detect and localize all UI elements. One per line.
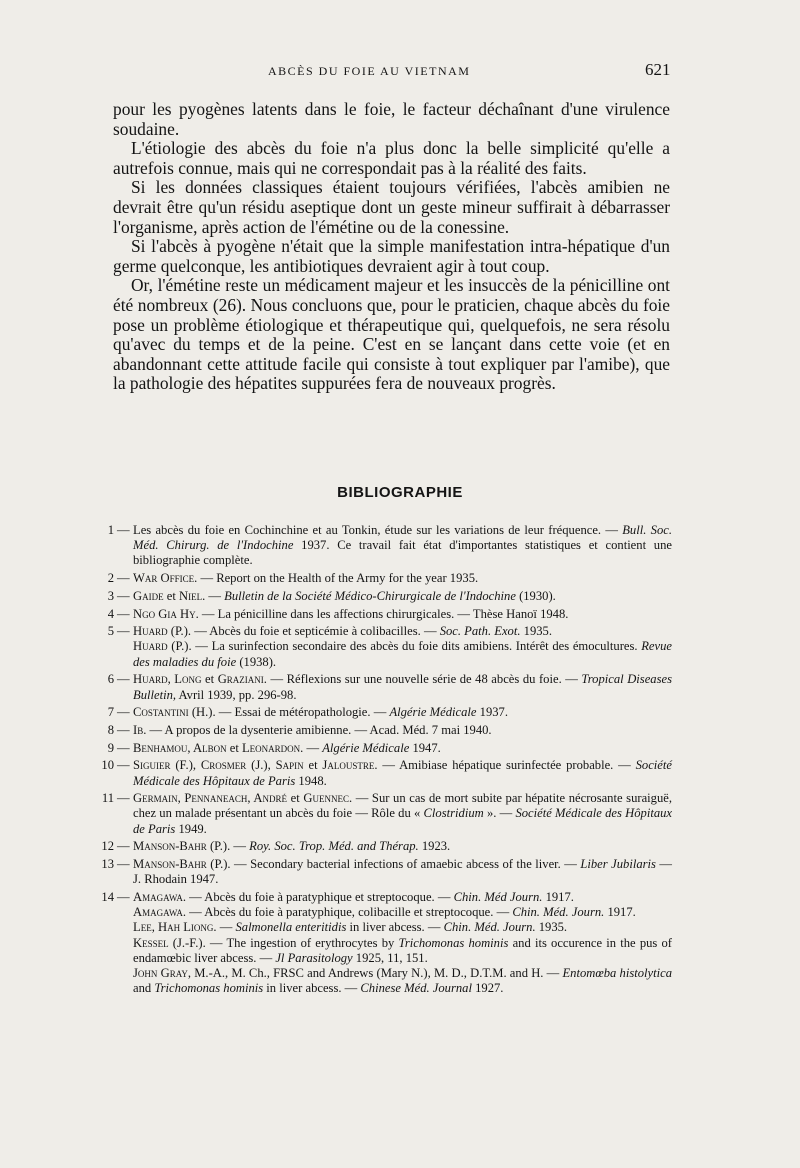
reference-dash: — [117, 839, 130, 854]
bibliography-list [96, 523, 672, 999]
reference-dash: — [117, 740, 130, 755]
ref-author: Huard [133, 624, 168, 639]
ref-text: Les abcès du foie en Cochinchine et au Tonkin, étude sur les variations de leur fréquence. — [133, 523, 623, 537]
ref-text: et [226, 740, 242, 755]
reference-entry [133, 905, 672, 920]
ref-author: Leonardon. [241, 740, 304, 755]
ref-author: Graziani. [217, 672, 267, 687]
ref-text: ». — [483, 806, 516, 821]
ref-author: Crosmer [200, 758, 247, 773]
ref-text: 1949. [175, 821, 207, 836]
body-text [113, 100, 670, 394]
ref-text: — Report on the Health of the Army for the year 1935. [197, 571, 479, 586]
ref-text: — Abcès du foie à paratyphique, colibacille et streptocoque. — [186, 905, 513, 920]
reference-dash: — [117, 624, 130, 639]
reference-dash: — [117, 758, 130, 773]
ref-text: 1923. [418, 839, 451, 854]
ref-text: 1927. [471, 981, 504, 996]
ref-text: — Sur un cas de mort subite par hépatite nécrosante suraiguë, chez un malade présentant un abcès du foie — Rôle du « [133, 791, 672, 821]
reference-dash: — [117, 571, 130, 586]
reference-number: 7 [107, 705, 114, 720]
reference-2 [96, 571, 672, 586]
reference-9 [96, 741, 672, 756]
running-head: ABCÈS DU FOIE AU VIETNAM [268, 64, 471, 78]
reference-dash: — [117, 791, 130, 806]
reference-dash: — [117, 857, 130, 872]
ref-text: (F.), [170, 758, 201, 773]
reference-number: 1 [107, 523, 114, 537]
ref-author: Huard [133, 639, 168, 654]
reference-dash: — [117, 705, 130, 720]
ref-text: et [287, 791, 304, 806]
ref-text: (P.). — Secondary bacterial infections of amaebic abcess of the liver. — [206, 857, 581, 872]
ref-journal: Algérie Médicale [389, 705, 477, 720]
reference-number: 10 [101, 758, 114, 773]
reference-11 [96, 791, 672, 837]
reference-number: 11 [101, 791, 114, 806]
ref-author: Manson-Bahr [133, 839, 207, 854]
ref-species: Clostridium [423, 806, 484, 821]
ref-text: — Réflexions sur une nouvelle série de 48 abcès du foie. — [266, 672, 582, 687]
ref-author: Ngo Gia Hy. [133, 606, 199, 621]
reference-10 [96, 758, 672, 788]
ref-text: et [163, 588, 179, 603]
ref-text: — [216, 920, 236, 935]
ref-text: — A propos de la dysenterie amibienne. — Acad. Méd. 7 mai 1940. [146, 722, 492, 737]
reference-entry [133, 624, 672, 639]
reference-number: 14 [101, 889, 114, 904]
ref-journal: Bulletin de la Société Médico-Chirurgicale de l'Indochine [224, 588, 516, 603]
ref-journal: Revue des maladies du foie [133, 639, 672, 669]
ref-author: Lee, Hah Liong. [133, 920, 217, 935]
reference-dash: — [117, 606, 130, 621]
ref-species: Trichomonas hominis [154, 981, 264, 996]
ref-text: 1937. Ce travail fait état d'importantes statistiques et contient une bibliographie complète. [133, 538, 672, 568]
ref-journal: Chinese Méd. Journal [360, 981, 472, 996]
ref-text: 1937. [476, 705, 508, 720]
ref-author: Niel. [178, 588, 206, 603]
reference-3 [96, 589, 672, 604]
reference-dash: — [117, 523, 130, 537]
ref-text: (H.). — Essai de météropathologie. — [188, 705, 390, 720]
ref-text: (1938). [236, 654, 277, 669]
reference-number: 12 [101, 839, 114, 854]
ref-text: — Amibiase hépatique surinfectée probable. — [377, 758, 636, 773]
reference-1 [96, 523, 672, 569]
ref-species: Salmonella enteritidis [235, 920, 347, 935]
ref-text: M.-A., M. Ch., FRSC and Andrews (Mary N.), M. D., D.T.M. and H. — [191, 965, 563, 980]
reference-13 [96, 857, 672, 887]
ref-author: Siguier [133, 758, 171, 773]
ref-text: 1947. [409, 740, 441, 755]
ref-journal: Bull. Soc. Méd. Chirurg. de l'Indochine [133, 523, 672, 553]
ref-species: Entomœba histolytica [562, 965, 672, 980]
reference-7 [96, 705, 672, 720]
ref-author: Amagawa. [133, 905, 187, 920]
ref-author: War Office. [133, 571, 198, 586]
ref-text: in liver abcess. — [263, 981, 361, 996]
ref-journal: Tropical Diseases Bulletin, [133, 672, 672, 702]
ref-journal: Société Médicale des Hôpitaux de Paris [133, 758, 672, 788]
reference-5 [96, 624, 672, 670]
ref-journal: Société Médicale des Hôpitaux de Paris [133, 806, 673, 836]
reference-dash: — [117, 672, 130, 687]
ref-text: et [303, 758, 323, 773]
reference-dash: — [117, 722, 130, 737]
ref-journal: Chin. Méd. Journ. [512, 905, 605, 920]
reference-4 [96, 607, 672, 622]
ref-author: Amagawa. [133, 889, 187, 904]
ref-text: — J. Rhodain 1947. [133, 857, 672, 887]
ref-text: 1917. [542, 889, 574, 904]
reference-entry [133, 890, 672, 905]
ref-text: 1925, 11, 151. [352, 950, 428, 965]
ref-author: Huard, Long [133, 672, 202, 687]
ref-text: — La pénicilline dans les affections chirurgicales. — Thèse Hanoï 1948. [198, 606, 569, 621]
ref-author: Sapin [275, 758, 304, 773]
ref-text: and its occurence in the pus of endamœbic liver abcess. — [133, 935, 672, 965]
reference-number: 5 [107, 624, 114, 639]
reference-6 [96, 672, 672, 702]
ref-journal: Algérie Médicale [322, 740, 410, 755]
ref-text: and [133, 981, 155, 996]
ref-text: et [201, 672, 218, 687]
ref-text: 1948. [295, 773, 327, 788]
ref-text: (J.-F.). — The ingestion of erythrocytes by [168, 935, 399, 950]
paragraph-3: Si les données classiques étaient toujours vérifiées, l'abcès amibien ne devrait être qu'un résidu aseptique dont un geste mineur suffirait à débarrasser l'organisme, après action de l'émétine ou de la conessine. [113, 177, 670, 237]
reference-entry [133, 966, 672, 996]
ref-text: (1930). [515, 588, 556, 603]
ref-author: Benhamou, Albon [133, 740, 227, 755]
ref-text: — [205, 588, 225, 603]
reference-number: 4 [107, 606, 114, 621]
ref-journal: Chin. Méd Journ. [453, 889, 543, 904]
ref-text: (P.). — La surinfection secondaire des abcès du foie dits amibiens. Intérêt des émocultures. [167, 639, 642, 654]
reference-number: 6 [107, 672, 114, 687]
ref-author: Gaide [133, 588, 164, 603]
ref-journal: Liber Jubilaris [580, 857, 656, 872]
ref-text: (P.). — [206, 839, 250, 854]
paragraph-4: Si l'abcès à pyogène n'était que la simple manifestation intra-hépatique d'un germe quelconque, les antibiotiques devraient agir à tout coup. [113, 236, 670, 276]
ref-text: Avril 1939, pp. 296-98. [176, 687, 297, 702]
reference-number: 8 [107, 722, 114, 737]
reference-entry [133, 920, 672, 935]
ref-text: 1935. [520, 624, 552, 639]
ref-author: John Gray, [133, 965, 192, 980]
ref-author: Germain, Pennaneach, André [133, 791, 288, 806]
reference-number: 3 [107, 588, 114, 603]
reference-number: 2 [107, 571, 114, 586]
bibliography-title: BIBLIOGRAPHIE [337, 484, 463, 501]
ref-author: Manson-Bahr [133, 857, 207, 872]
reference-entry [133, 936, 672, 966]
paragraph-1: pour les pyogènes latents dans le foie, le facteur déchaînant d'une virulence soudaine. [113, 99, 670, 139]
page-number: 621 [645, 60, 671, 79]
ref-species: Trichomonas hominis [398, 935, 509, 950]
ref-author: Jaloustre. [322, 758, 378, 773]
ref-author: Kessel [133, 935, 169, 950]
ref-journal: Soc. Path. Exot. [439, 624, 521, 639]
ref-text: — [303, 740, 323, 755]
ref-text: 1917. [604, 905, 636, 920]
paragraph-5: Or, l'émétine reste un médicament majeur et les insuccès de la pénicilline ont été nombreux (26). Nous concluons que, pour le praticien, chaque abcès du foie pose un problème étiologique et thérapeutique qui, quelquefois, ne sera résolu qu'avec du temps et de la peine. C'est en se lançant dans cette voie (et en abandonnant cette attitude facile qui consiste à tout expliquer par l'amibe), que la pathologie des hépatites suppurées fera de nouveaux progrès. [113, 275, 670, 394]
ref-text: (P.). — Abcès du foie et septicémie à colibacilles. — [167, 624, 440, 639]
ref-journal: Jl Parasitology [275, 950, 353, 965]
ref-text: — Abcès du foie à paratyphique et streptocoque. — [186, 889, 454, 904]
reference-dash: — [117, 588, 130, 603]
ref-text: 1935. [535, 920, 568, 935]
reference-entry [133, 639, 672, 669]
ref-author: Costantini [133, 705, 189, 720]
reference-8 [96, 723, 672, 738]
paragraph-2: L'étiologie des abcès du foie n'a plus donc la belle simplicité qu'elle a autrefois connue, mais qui ne correspondait pas à la réalité des faits. [113, 138, 670, 178]
reference-number: 9 [107, 740, 114, 755]
ref-text: (J.), [246, 758, 276, 773]
ref-author: Ib. [133, 722, 147, 737]
ref-author: Guennec. [303, 791, 353, 806]
ref-journal: Chin. Méd. Journ. [443, 920, 536, 935]
ref-journal: Roy. Soc. Trop. Méd. and Thérap. [249, 839, 419, 854]
ref-text: in liver abcess. — [346, 920, 444, 935]
reference-14 [96, 890, 672, 996]
reference-12 [96, 839, 672, 854]
reference-dash: — [117, 889, 130, 904]
reference-number: 13 [101, 857, 114, 872]
